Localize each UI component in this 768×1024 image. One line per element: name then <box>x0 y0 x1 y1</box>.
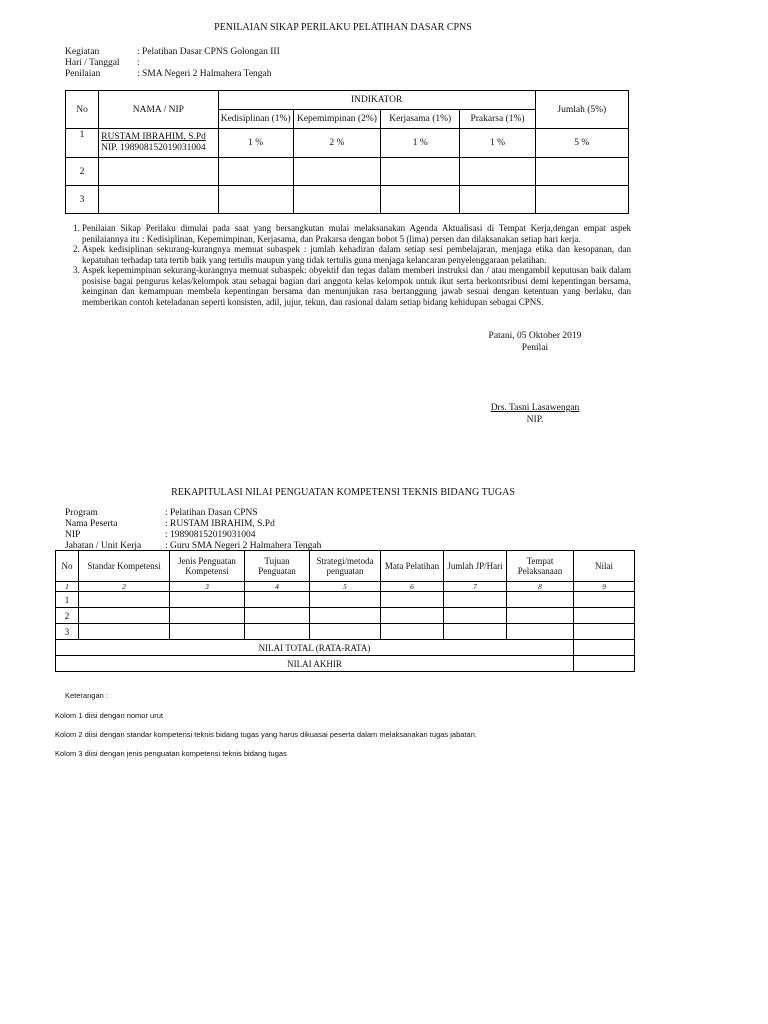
info-value-hari-tanggal: : <box>137 58 140 68</box>
col-nama-header: NAMA / NIP <box>99 91 218 129</box>
row-number: 3 <box>66 186 99 214</box>
final-row <box>56 656 635 672</box>
final-label: NILAI AKHIR <box>56 656 574 672</box>
signer-name-block <box>455 402 615 414</box>
signer-nip: NIP. <box>526 415 544 425</box>
total-label: NILAI TOTAL (RATA-RATA) <box>56 640 574 656</box>
table-row <box>56 592 635 608</box>
keterangan-item: Kolom 3 diisi dengan jenis penguatan kompetensi teknis bidang tugas <box>55 749 287 758</box>
col-header: Nilai <box>574 551 635 582</box>
doc1-title: PENILAIAN SIKAP PERILAKU PELATIHAN DASAR CPNS <box>214 22 472 33</box>
info-value-program: : Pelatihan Dasan CPNS <box>165 508 258 518</box>
participant-name: RUSTAM IBRAHIM, S.Pd <box>101 132 206 142</box>
note-item: 3. Aspek kepemimpinan sekurang-kurangnya memuat subaspek: obyektif dan tegas dalam memberi instruksi dan / atau mengambil keputusan baik dalam posisise bagai pengurus kelas/kelompok atau sebagai bagian dari anggota kelas kelompok untuk ikut serta berkontsribusi demi kepentingan bersama, keinginan dan kemampuan membela kepentingan bersama dan menunjukan rasa bertanggung jawab sesuai dengan ketentuan yang berlaku, dan memberikan contoh keteladanan seperti konsisten, adil, jujur, tekun, dan rasional dalam setiap bidang kehidupan sebagai CPNS. <box>82 265 631 307</box>
info-label-kegiatan: Kegiatan <box>65 47 100 57</box>
col-number: 7 <box>444 582 507 592</box>
col-number: 5 <box>310 582 381 592</box>
row-number: 2 <box>56 608 79 624</box>
info-label-nip: NIP <box>65 530 81 540</box>
doc2-title: REKAPITULASI NILAI PENGUATAN KOMPETENSI TEKNIS BIDANG TUGAS <box>171 487 515 498</box>
header-row <box>56 551 635 582</box>
col-header: Standar Kompetensi <box>79 551 170 582</box>
column-number-row <box>56 582 635 592</box>
col-header: Mata Pelatihan <box>381 551 444 582</box>
table-row <box>66 186 629 214</box>
info-value-jabatan: : Guru SMA Negeri 2 Halmahera Tengah <box>165 541 322 551</box>
col-kepemimpinan-header: Kepemimpinan (2%) <box>293 110 380 129</box>
col-number: 9 <box>574 582 635 592</box>
sign-place-date: Patani, 05 Oktober 2019 <box>488 331 582 341</box>
rekapitulasi-table <box>55 550 635 672</box>
col-jumlah-header: Jumlah (5%) <box>535 91 628 129</box>
keterangan-item: Kolom 1 diisi dengan nomor urut <box>55 711 163 720</box>
sign-role: Penilai <box>521 343 549 353</box>
row-number: 3 <box>56 624 79 640</box>
row-number: 1 <box>56 592 79 608</box>
doc1-info-block <box>65 47 465 81</box>
row-number: 2 <box>66 158 99 186</box>
col-header: Strategi/metoda penguatan <box>310 551 381 582</box>
row-number: 1 <box>66 129 99 158</box>
notes-list <box>65 223 631 307</box>
kepemimpinan-value: 2 % <box>293 129 380 158</box>
col-kedisiplinan-header: Kedisiplinan (1%) <box>218 110 293 129</box>
col-number: 4 <box>245 582 310 592</box>
col-kerjasama-header: Kerjasama (1%) <box>381 110 460 129</box>
col-header: Jumlah JP/Hari <box>444 551 507 582</box>
col-header: Jenis Penguatan Kompetensi <box>170 551 245 582</box>
sikap-perilaku-table <box>65 90 629 214</box>
info-label-penilaian: Penilaian <box>65 69 101 79</box>
table-row <box>66 158 629 186</box>
note-item: 2. Aspek kedisiplinan sekurang-kurangnya memuat subaspek : jumlah kehadiran dalam setiap sesi pembelajaran, menjaga etika dan kesopanan, dan kepatuhan terhadap tata tertib baik yang tertulis maupun yang tidak tertulis guna menjaga kelancaran penyelenggaraan pelatihan. <box>82 244 631 265</box>
table-row <box>56 624 635 640</box>
col-prakarsa-header: Prakarsa (1%) <box>460 110 535 129</box>
info-value-nama-peserta: : RUSTAM IBRAHIM, S.Pd <box>165 519 275 529</box>
table-row <box>66 129 629 158</box>
col-number: 8 <box>507 582 574 592</box>
participant-nip: NIP. 198908152019031004 <box>101 143 206 153</box>
doc2-info-block <box>65 508 465 552</box>
note-item: 1. Penilaian Sikap Perilaku dimulai pada saat yang bersangkutan mulai melaksanakan Agenda Aktualisasi di Tempat Kerja,dengan empat aspek penilaiannya itu : Kedisiplinan, Kepemimpinan, Kerjasama, dan Prakarsa dengan bobot 5 (lima) persen dan dilaksanakan setiap hari kerja. <box>82 223 631 244</box>
col-header: Tempat Pelaksanaan <box>507 551 574 582</box>
col-number: 6 <box>381 582 444 592</box>
info-label-program: Program <box>65 508 98 518</box>
keterangan-label: Keterangan : <box>65 691 108 700</box>
info-value-penilaian: : SMA Negeri 2 Halmahera Tengah <box>137 69 272 79</box>
col-number: 2 <box>79 582 170 592</box>
col-number: 3 <box>170 582 245 592</box>
col-header: No <box>56 551 79 582</box>
keterangan-item: Kolom 2 diisi dengan standar kompetensi teknis bidang tugas yang harus dikuasai peserta dalam melaksanakan tugas jabatan. <box>55 730 477 739</box>
signer-name: Drs. Tasni Lasawengan <box>490 403 580 413</box>
col-header: Tujuan Penguatan <box>245 551 310 582</box>
jumlah-value: 5 % <box>535 129 628 158</box>
table-row <box>56 608 635 624</box>
info-value-nip: : 198908152019031004 <box>165 530 256 540</box>
col-indikator-header: INDIKATOR <box>218 91 535 110</box>
col-number: 1 <box>56 582 79 592</box>
info-label-hari-tanggal: Hari / Tanggal <box>65 58 120 68</box>
total-row <box>56 640 635 656</box>
name-nip-cell <box>99 129 218 158</box>
kedisiplinan-value: 1 % <box>218 129 293 158</box>
col-no-header: No <box>66 91 99 129</box>
info-label-jabatan: Jabatan / Unit Kerja <box>65 541 142 551</box>
prakarsa-value: 1 % <box>460 129 535 158</box>
info-value-kegiatan: : Pelatihan Dasar CPNS Golongan III <box>137 47 280 57</box>
info-label-nama-peserta: Nama Peserta <box>65 519 118 529</box>
kerjasama-value: 1 % <box>381 129 460 158</box>
